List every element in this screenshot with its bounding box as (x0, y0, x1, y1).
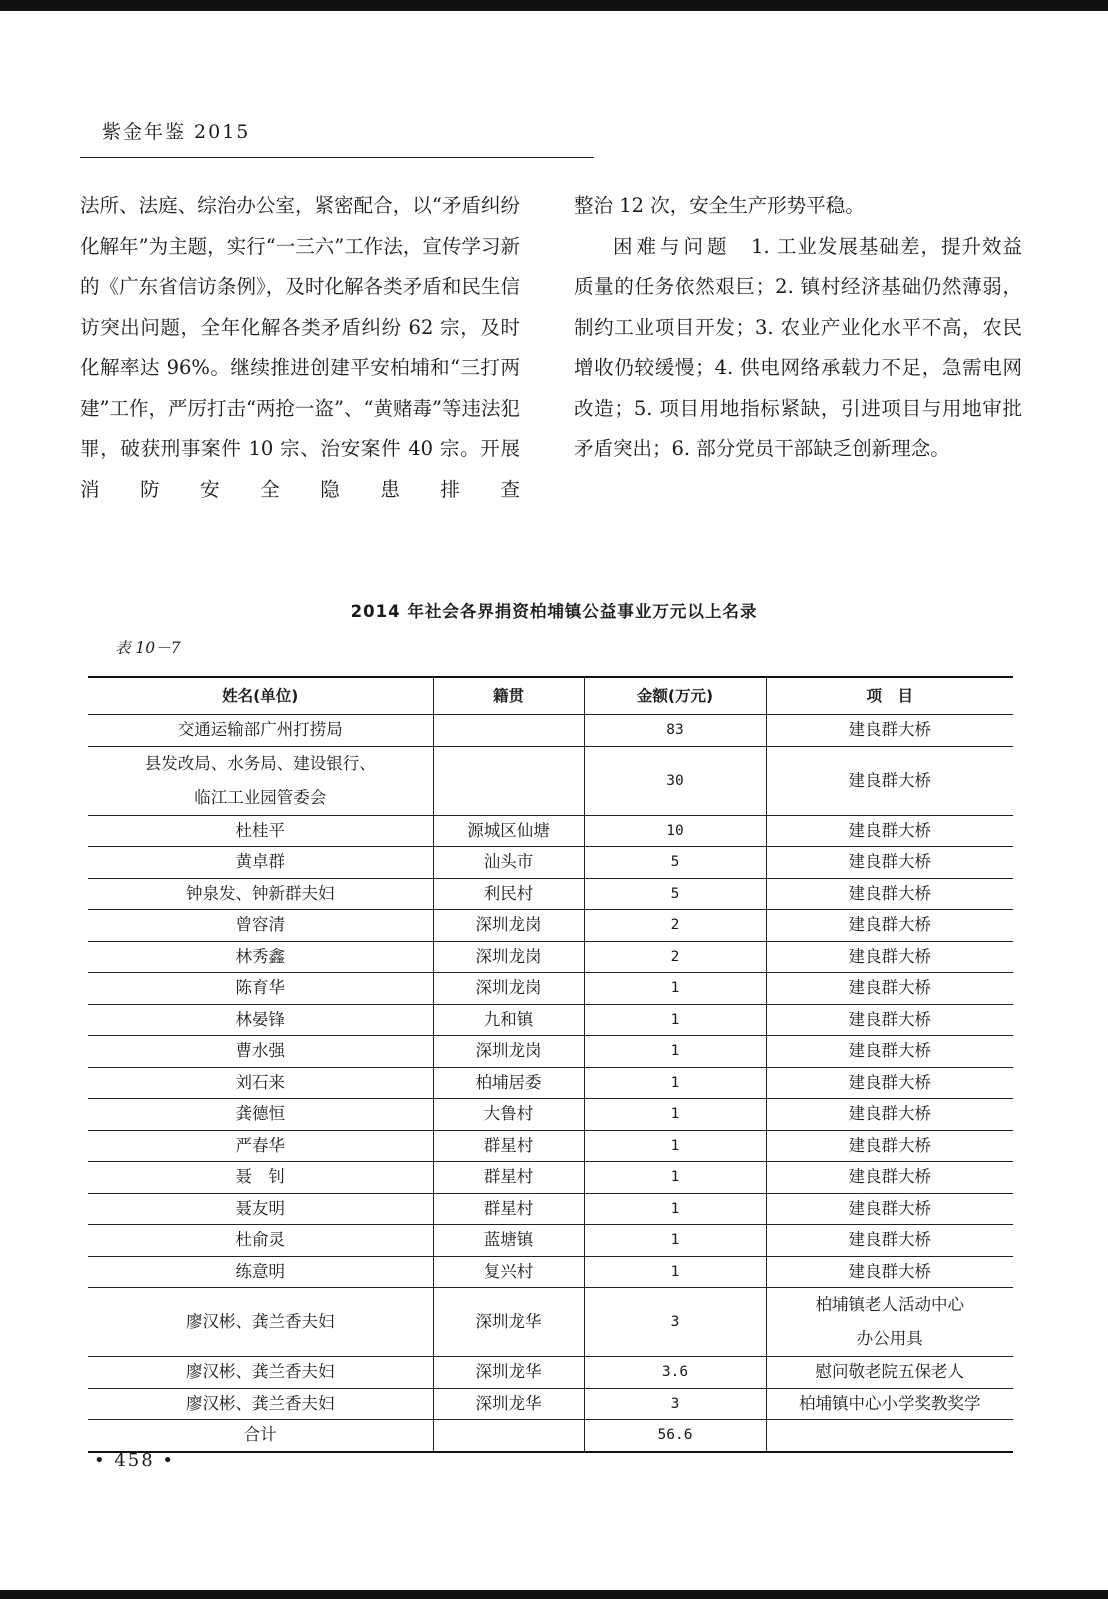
cell-name-line-1: 县发改局、水务局、建设银行、 (144, 753, 376, 773)
table-header-row (88, 677, 1013, 715)
table-row (88, 973, 1013, 1005)
cell-name: 交通运输部广州打捞局 (88, 715, 433, 747)
cell-origin: 深圳龙华 (433, 1357, 584, 1389)
cell-project: 建良群大桥 (766, 1193, 1013, 1225)
cell-project: 建良群大桥 (766, 1067, 1013, 1099)
scan-border-bottom (0, 1590, 1108, 1599)
cell-name: 黄卓群 (88, 847, 433, 879)
cell-name: 钟泉发、钟新群夫妇 (88, 878, 433, 910)
cell-name: 杜桂平 (88, 815, 433, 847)
table-row (88, 941, 1013, 973)
table-row (88, 1256, 1013, 1288)
cell-origin: 蓝塘镇 (433, 1225, 584, 1257)
table-title: 2014 年社会各界捐资柏埔镇公益事业万元以上名录 (350, 602, 758, 621)
cell-origin: 利民村 (433, 878, 584, 910)
cell-amount: 5 (584, 878, 766, 910)
cell-name-line-2: 临江工业园管委会 (194, 787, 327, 807)
cell-amount: 2 (584, 941, 766, 973)
cell-amount: 30 (584, 746, 766, 815)
cell-project: 建良群大桥 (766, 1130, 1013, 1162)
cell-project: 建良群大桥 (766, 1004, 1013, 1036)
cell-name: 聂 钊 (88, 1162, 433, 1194)
cell-project: 建良群大桥 (766, 1036, 1013, 1068)
right-column (574, 186, 1022, 470)
cell-amount: 3.6 (584, 1357, 766, 1389)
table-row (88, 1162, 1013, 1194)
cell-project: 建良群大桥 (766, 973, 1013, 1005)
cell-project: 慰问敬老院五保老人 (766, 1357, 1013, 1389)
table-row (88, 715, 1013, 747)
cell-origin: 深圳龙岗 (433, 973, 584, 1005)
table-row (88, 1099, 1013, 1131)
cell-name: 陈育华 (88, 973, 433, 1005)
cell-project: 建良群大桥 (766, 1256, 1013, 1288)
cell-project: 建良群大桥 (766, 1162, 1013, 1194)
cell-origin: 深圳龙华 (433, 1288, 584, 1357)
cell-amount: 10 (584, 815, 766, 847)
total-label: 合计 (88, 1420, 433, 1452)
cell-project: 建良群大桥 (766, 847, 1013, 879)
cell-name: 曾容清 (88, 910, 433, 942)
cell-name: 林晏锋 (88, 1004, 433, 1036)
cell-amount: 3 (584, 1388, 766, 1420)
cell-origin: 深圳龙华 (433, 1388, 584, 1420)
cell-project: 建良群大桥 (766, 941, 1013, 973)
cell-origin: 源城区仙塘 (433, 815, 584, 847)
right-para-2 (574, 227, 1022, 470)
cell-amount: 1 (584, 973, 766, 1005)
cell-name: 廖汉彬、龚兰香夫妇 (88, 1388, 433, 1420)
header-project: 项 目 (766, 677, 1013, 715)
cell-amount: 83 (584, 715, 766, 747)
cell-origin: 九和镇 (433, 1004, 584, 1036)
donations-table (88, 676, 1013, 1453)
cell-project: 建良群大桥 (766, 910, 1013, 942)
left-column (80, 186, 520, 510)
cell-origin: 复兴村 (433, 1256, 584, 1288)
header-amount: 金额(万元) (584, 677, 766, 715)
table-row (88, 1288, 1013, 1357)
table-total-row (88, 1420, 1013, 1452)
cell-name: 严春华 (88, 1130, 433, 1162)
cell-name: 林秀鑫 (88, 941, 433, 973)
difficulties-heading: 困难与问题 (613, 234, 731, 258)
cell-origin: 柏埔居委 (433, 1067, 584, 1099)
header-name: 姓名(单位) (88, 677, 433, 715)
cell-project: 建良群大桥 (766, 746, 1013, 815)
table-row (88, 847, 1013, 879)
cell-origin: 汕头市 (433, 847, 584, 879)
running-head: 紫金年鉴 2015 (102, 121, 251, 143)
cell-project (766, 1288, 1013, 1357)
table-row (88, 1357, 1013, 1389)
cell-amount: 1 (584, 1162, 766, 1194)
difficulties-text: 1. 工业发展基础差，提升效益质量的任务依然艰巨；2. 镇村经济基础仍然薄弱，制约工业项目开发；3. 农业产业化水平不高，农民增收仍较缓慢；4. 供电网络承载力不足，急需电网改造；5. 项目用地指标紧缺，引进项目与用地审批矛盾突出；6. 部分党员干部缺乏创新理念。 (574, 234, 1022, 460)
table-row (88, 815, 1013, 847)
cell-amount: 1 (584, 1036, 766, 1068)
total-project-empty (766, 1420, 1013, 1452)
scan-border-top (0, 0, 1108, 11)
cell-origin: 群星村 (433, 1130, 584, 1162)
left-column-text: 法所、法庭、综治办公室，紧密配合，以“矛盾纠纷化解年”为主题，实行“一三六”工作法，宣传学习新的《广东省信访条例》，及时化解各类矛盾和民生信访突出问题，全年化解各类矛盾纠纷 62 宗，及时化解率达 96%。继续推进创建平安柏埔和“三打两建”工作，严厉打击“两抢一盗”、“黄赌毒”等违法犯罪，破获刑事案件 10 宗、治安案件 40 宗。开展消防安全隐患排查 (80, 194, 520, 501)
cell-amount: 1 (584, 1225, 766, 1257)
cell-origin: 群星村 (433, 1162, 584, 1194)
total-origin-empty (433, 1420, 584, 1452)
cell-name: 曹水强 (88, 1036, 433, 1068)
cell-origin: 深圳龙岗 (433, 910, 584, 942)
table-row (88, 1225, 1013, 1257)
cell-project-line-1: 柏埔镇老人活动中心 (815, 1295, 964, 1314)
cell-origin: 深圳龙岗 (433, 1036, 584, 1068)
cell-name (88, 746, 433, 815)
header-rule (80, 157, 594, 158)
cell-name: 杜俞灵 (88, 1225, 433, 1257)
total-amount: 56.6 (584, 1420, 766, 1452)
cell-name: 练意明 (88, 1256, 433, 1288)
table-row (88, 1193, 1013, 1225)
cell-project: 建良群大桥 (766, 815, 1013, 847)
cell-amount: 1 (584, 1256, 766, 1288)
header-origin: 籍贯 (433, 677, 584, 715)
table-row (88, 910, 1013, 942)
cell-amount: 1 (584, 1067, 766, 1099)
cell-origin (433, 746, 584, 815)
cell-name: 龚德恒 (88, 1099, 433, 1131)
table-row (88, 1388, 1013, 1420)
cell-origin: 大鲁村 (433, 1099, 584, 1131)
table-row (88, 1130, 1013, 1162)
cell-project: 建良群大桥 (766, 715, 1013, 747)
page-number: • 458 • (94, 1450, 176, 1471)
cell-project: 建良群大桥 (766, 1099, 1013, 1131)
cell-origin: 深圳龙岗 (433, 941, 584, 973)
table-row (88, 878, 1013, 910)
cell-project: 建良群大桥 (766, 1225, 1013, 1257)
cell-project: 建良群大桥 (766, 878, 1013, 910)
cell-amount: 1 (584, 1193, 766, 1225)
cell-amount: 5 (584, 847, 766, 879)
table-row (88, 1067, 1013, 1099)
table-number: 表 10－7 (115, 639, 181, 657)
cell-amount: 1 (584, 1130, 766, 1162)
table-row (88, 746, 1013, 815)
table-row (88, 1036, 1013, 1068)
cell-amount: 1 (584, 1099, 766, 1131)
cell-name: 刘石来 (88, 1067, 433, 1099)
cell-name: 廖汉彬、龚兰香夫妇 (88, 1288, 433, 1357)
cell-amount: 3 (584, 1288, 766, 1357)
cell-project-line-2: 办公用具 (856, 1329, 923, 1348)
right-para-1: 整治 12 次，安全生产形势平稳。 (574, 194, 865, 217)
cell-origin (433, 715, 584, 747)
table-row (88, 1004, 1013, 1036)
cell-origin: 群星村 (433, 1193, 584, 1225)
cell-amount: 1 (584, 1004, 766, 1036)
cell-name: 廖汉彬、龚兰香夫妇 (88, 1357, 433, 1389)
cell-amount: 2 (584, 910, 766, 942)
cell-name: 聂友明 (88, 1193, 433, 1225)
cell-project: 柏埔镇中心小学奖教奖学 (766, 1388, 1013, 1420)
